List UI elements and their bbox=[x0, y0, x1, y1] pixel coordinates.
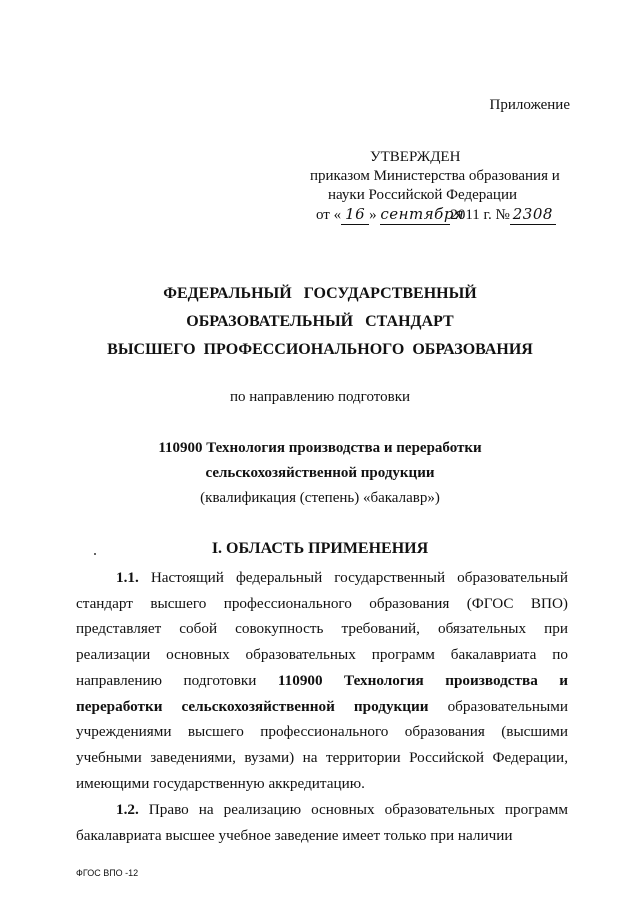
para-1-1-number: 1.1. bbox=[116, 569, 139, 586]
para-1-1-direction: 110900 Технология производства и переработки сельскохозяйственной продукции bbox=[76, 671, 568, 715]
direction-line-2: сельскохозяйственной продукции bbox=[205, 465, 435, 481]
page-footer: ФГОС ВПО -12 bbox=[76, 868, 139, 878]
appendix-label: Приложение bbox=[489, 97, 570, 113]
para-1-1-text-a: Настоящий федеральный государственный образовательный стандарт высшего профессионального образования (ФГОС ВПО) представляет собой совокупность требований, обязательных при реализации основных образовательных программ бакалавриата по направлению подготовки bbox=[76, 569, 568, 689]
direction-line-1: 110900 Технология производства и переработки bbox=[158, 440, 482, 456]
para-1-2-number: 1.2. bbox=[116, 801, 139, 818]
date-prefix: от « bbox=[316, 207, 342, 223]
qualification: (квалификация (степень) «бакалавр») bbox=[200, 490, 440, 506]
approval-block bbox=[310, 148, 580, 225]
section-title: I. ОБЛАСТЬ ПРИМЕНЕНИЯ bbox=[211, 540, 429, 557]
title-line-1: ФЕДЕРАЛЬНЫЙ ГОСУДАРСТВЕННЫЙ bbox=[163, 285, 477, 302]
para-1-1-text-b: образовательными учреждениями высшего профессионального образования (высшими учебными заведениями, вузами) на территории Российской Федерации, имеющими государственную аккредитацию. bbox=[76, 697, 568, 792]
date-mid: » bbox=[369, 207, 377, 223]
approved-heading: УТВЕРЖДЕН bbox=[370, 149, 461, 165]
approval-ministry-line: науки Российской Федерации bbox=[328, 187, 518, 203]
order-number: 2308 bbox=[510, 205, 556, 225]
date-day: 16 bbox=[341, 205, 369, 225]
date-year: 2011 г. № bbox=[450, 207, 510, 223]
direction-label: по направлению подготовки bbox=[229, 389, 411, 405]
approval-date-line bbox=[310, 205, 580, 225]
paragraph-1-2 bbox=[76, 797, 568, 848]
paragraph-1-1 bbox=[76, 565, 568, 796]
title-line-3: ВЫСШЕГО ПРОФЕССИОНАЛЬНОГО ОБРАЗОВАНИЯ bbox=[107, 341, 533, 358]
title-line-2: ОБРАЗОВАТЕЛЬНЫЙ СТАНДАРТ bbox=[186, 313, 454, 330]
approval-order-line: приказом Министерства образования и bbox=[310, 168, 560, 184]
para-1-2-text: Право на реализацию основных образовательных программ бакалавриата высшее учебное заведение имеет только при наличии bbox=[76, 801, 568, 844]
date-month: сентября bbox=[380, 205, 465, 223]
